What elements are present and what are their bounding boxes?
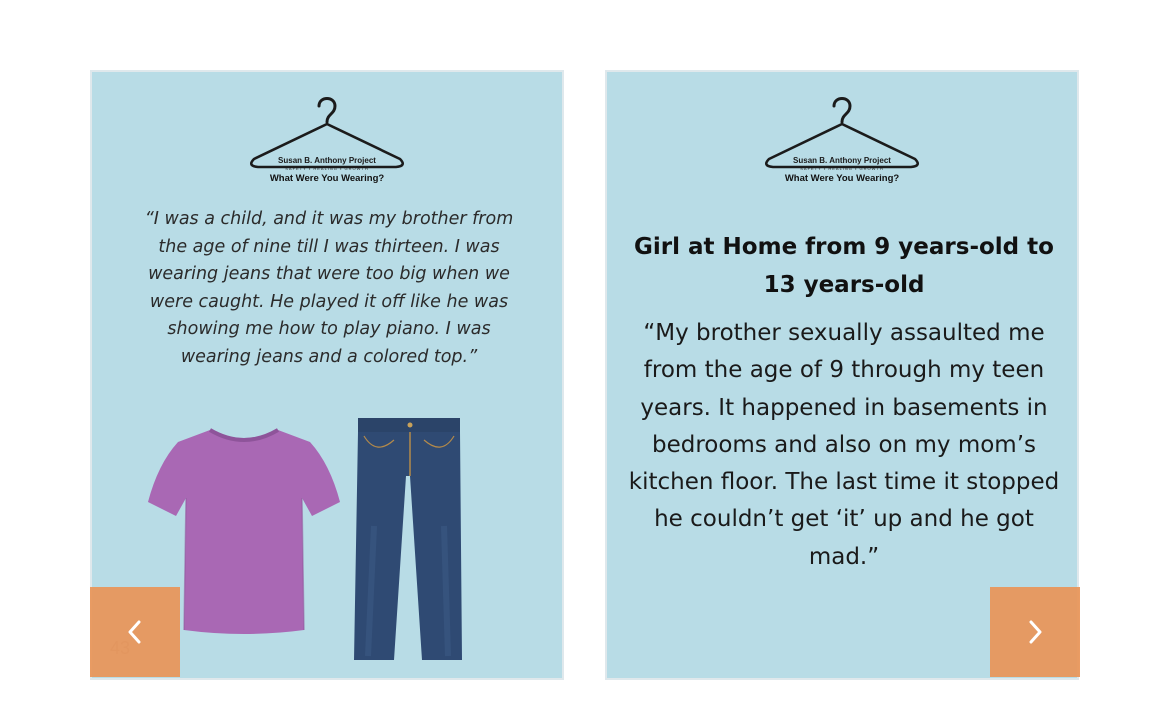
- logo-title: What Were You Wearing?: [269, 173, 385, 184]
- chevron-right-icon: [1024, 619, 1046, 645]
- project-logo: [242, 94, 412, 189]
- logo-tagline: SAFETY • HEALING • GROWTH: [285, 166, 369, 171]
- project-logo: [757, 94, 927, 189]
- logo-org-name: Susan B. Anthony Project: [793, 156, 891, 165]
- next-slide-button[interactable]: [990, 587, 1080, 677]
- logo-title: What Were You Wearing?: [784, 173, 900, 184]
- survivor-quote: “I was a child, and it was my brother from the age of nine till I was thirteen. I was wearing jeans that were too big when we were caught. He played it off like he was showing me how to play piano. I was wearing jeans and a colored top.”: [144, 209, 514, 367]
- survivor-quote: “My brother sexually assaulted me from the age of 9 through my teen years. It happened in basements in bedrooms and also on my mom’s kitchen floor. The last time it stopped he couldn’t get ‘it’ up and he got mad.”: [628, 320, 1060, 570]
- chevron-left-icon: [124, 619, 146, 645]
- logo-org-name: Susan B. Anthony Project: [278, 156, 376, 165]
- previous-slide-button[interactable]: [90, 587, 180, 677]
- slide-title: Girl at Home from 9 years-old to 13 years-old: [634, 234, 1054, 298]
- logo-tagline: SAFETY • HEALING • GROWTH: [800, 166, 884, 171]
- blue-jeans-image: [354, 416, 464, 662]
